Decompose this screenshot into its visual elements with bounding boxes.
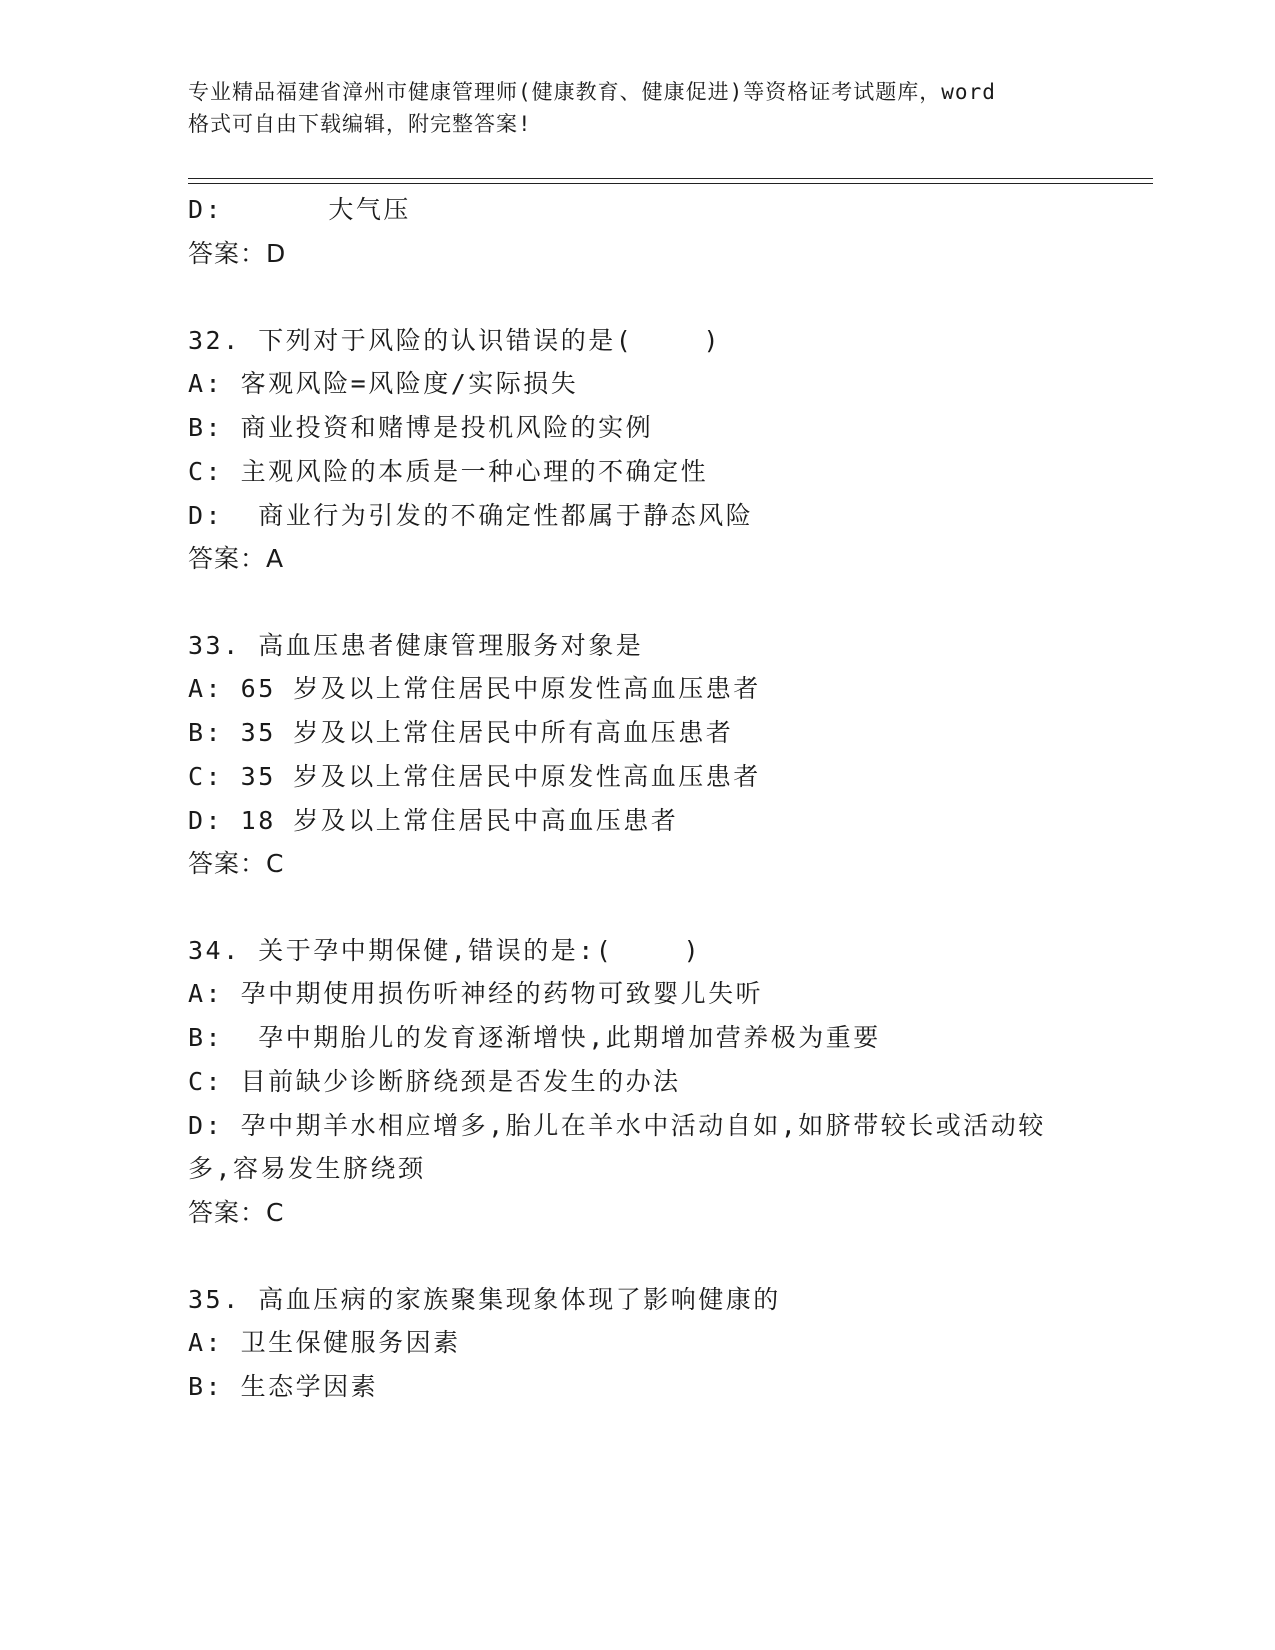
q33-option-a: A: 65 岁及以上常住居民中原发性高血压患者	[188, 674, 761, 703]
q32-answer: 答案：A	[188, 544, 285, 573]
q33-option-d: D: 18 岁及以上常住居民中高血压患者	[188, 806, 679, 835]
q33-option-c: C: 35 岁及以上常住居民中原发性高血压患者	[188, 762, 761, 791]
q34-answer: 答案：C	[188, 1198, 285, 1227]
header-line-1: 专业精品福建省漳州市健康管理师(健康教育、健康促进)等资格证考试题库，word	[188, 80, 996, 104]
header-line-2: 格式可自由下载编辑，附完整答案!	[188, 112, 532, 136]
q33-answer: 答案：C	[188, 849, 285, 878]
q32-option-d: D: 商业行为引发的不确定性都属于静态风险	[188, 501, 754, 530]
q34-option-d-line-2: 多,容易发生脐绕颈	[188, 1154, 426, 1183]
document-header	[188, 76, 1088, 140]
q35-option-a: A: 卫生保健服务因素	[188, 1328, 461, 1357]
q32-option-a: A: 客观风险=风险度/实际损失	[188, 369, 579, 398]
header-divider-top	[188, 178, 1153, 179]
q34-option-d-line-1: D: 孕中期羊水相应增多,胎儿在羊水中活动自如,如脐带较长或活动较	[188, 1111, 1046, 1140]
q32-option-b: B: 商业投资和赌博是投机风险的实例	[188, 413, 654, 442]
q34-option-b: B: 孕中期胎儿的发育逐渐增快,此期增加营养极为重要	[188, 1023, 881, 1052]
q33-question: 33. 高血压患者健康管理服务对象是	[188, 631, 644, 660]
q32-question: 32. 下列对于风险的认识错误的是( )	[188, 326, 722, 355]
q34-question: 34. 关于孕中期保健,错误的是:( )	[188, 936, 702, 965]
q33-option-b: B: 35 岁及以上常住居民中所有高血压患者	[188, 718, 734, 747]
q35-option-b: B: 生态学因素	[188, 1372, 379, 1401]
q34-option-c: C: 目前缺少诊断脐绕颈是否发生的办法	[188, 1067, 681, 1096]
q31-answer: 答案：D	[188, 239, 287, 268]
q32-option-c: C: 主观风险的本质是一种心理的不确定性	[188, 457, 709, 486]
q34-option-a: A: 孕中期使用损伤听神经的药物可致婴儿失听	[188, 979, 764, 1008]
q35-question: 35. 高血压病的家族聚集现象体现了影响健康的	[188, 1285, 781, 1314]
header-divider-bottom	[188, 183, 1153, 184]
q31-option-d: D: 大气压	[188, 195, 411, 224]
